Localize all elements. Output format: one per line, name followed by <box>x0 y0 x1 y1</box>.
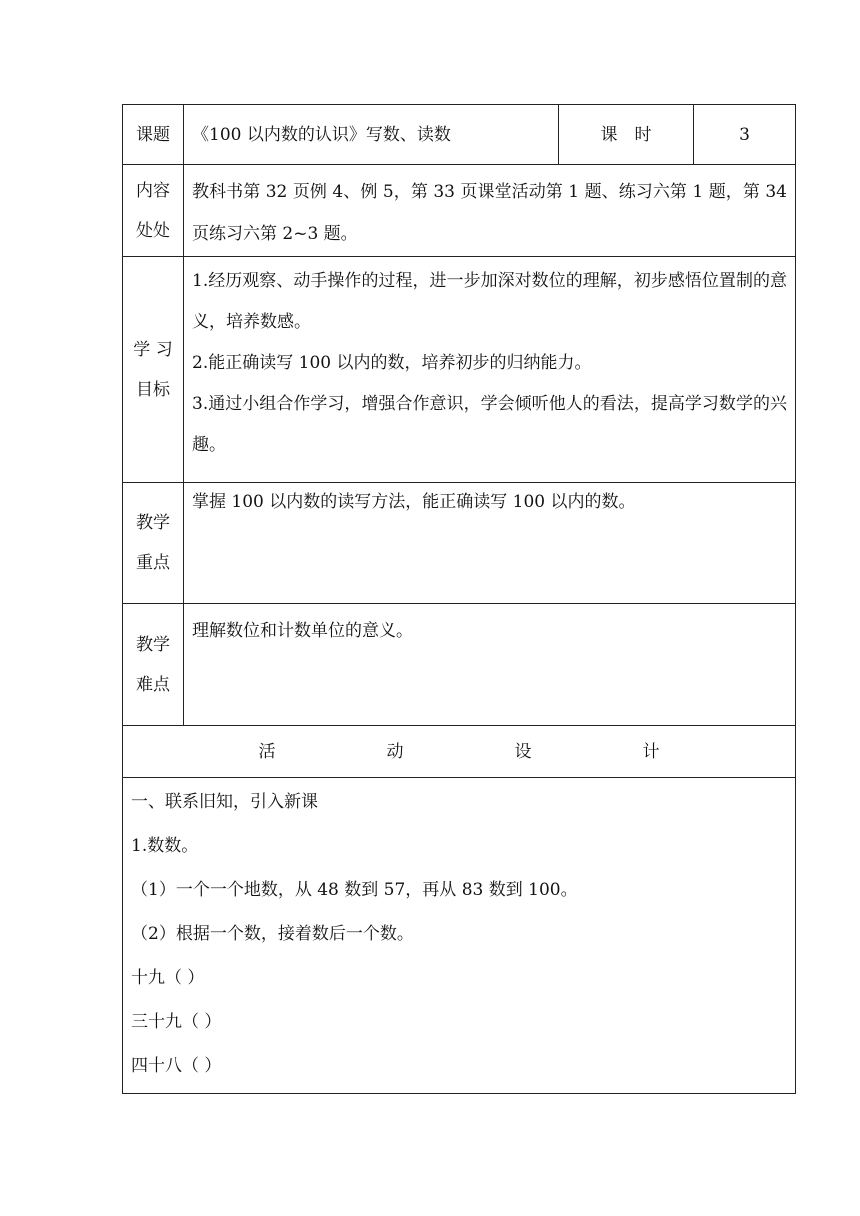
content-text: 教科书第 32 页例 4、例 5，第 33 页课堂活动第 1 题、练习六第 1 题，第 34 页练习六第 2~3 题。 <box>184 165 796 257</box>
difficulties-label: 教学 难点 <box>123 604 184 726</box>
key-points-label: 教学 重点 <box>123 483 184 604</box>
objectives-row <box>123 257 796 483</box>
objectives-list <box>184 257 796 483</box>
activity-line-1: 一、联系旧知，引入新课 <box>131 792 318 812</box>
activity-line-2: 1.数数。 <box>131 836 199 856</box>
difficulties-row <box>123 604 796 726</box>
activity-line-6: 三十九（ ） <box>131 1012 222 1032</box>
objective-item-1: 1.经历观察、动手操作的过程，进一步加深对数位的理解，初步感悟位置制的意义，培养数感。 <box>192 271 787 332</box>
period-label: 课 时 <box>559 105 694 165</box>
content-row <box>123 165 796 257</box>
activity-header-char-4: 计 <box>642 741 660 762</box>
lesson-plan-table <box>122 104 796 1094</box>
objectives-label: 学 习 目标 <box>123 257 184 483</box>
activity-header-char-1: 活 <box>258 741 276 762</box>
activity-line-3: （1）一个一个地数，从 48 数到 57，再从 83 数到 100。 <box>131 880 578 900</box>
activity-content-row <box>123 778 796 1094</box>
activity-header <box>123 726 796 778</box>
activity-line-4: （2）根据一个数，接着数后一个数。 <box>131 924 414 944</box>
objective-item-3: 3.通过小组合作学习，增强合作意识，学会倾听他人的看法，提高学习数学的兴趣。 <box>192 394 787 455</box>
activity-content <box>123 778 796 1094</box>
activity-header-char-2: 动 <box>386 741 404 762</box>
activity-line-5: 十九（ ） <box>131 968 205 988</box>
activity-header-row <box>123 726 796 778</box>
period-value: 3 <box>694 105 796 165</box>
topic-value: 《100 以内数的认识》写数、读数 <box>184 105 559 165</box>
activity-header-char-3: 设 <box>514 741 532 762</box>
objective-item-2: 2.能正确读写 100 以内的数，培养初步的归纳能力。 <box>192 353 592 373</box>
key-points-text: 掌握 100 以内数的读写方法，能正确读写 100 以内的数。 <box>184 483 796 604</box>
topic-row <box>123 105 796 165</box>
key-points-row <box>123 483 796 604</box>
content-label: 内容 处处 <box>123 165 184 257</box>
topic-label: 课题 <box>123 105 184 165</box>
activity-line-7: 四十八（ ） <box>131 1056 222 1076</box>
difficulties-text: 理解数位和计数单位的意义。 <box>184 604 796 726</box>
